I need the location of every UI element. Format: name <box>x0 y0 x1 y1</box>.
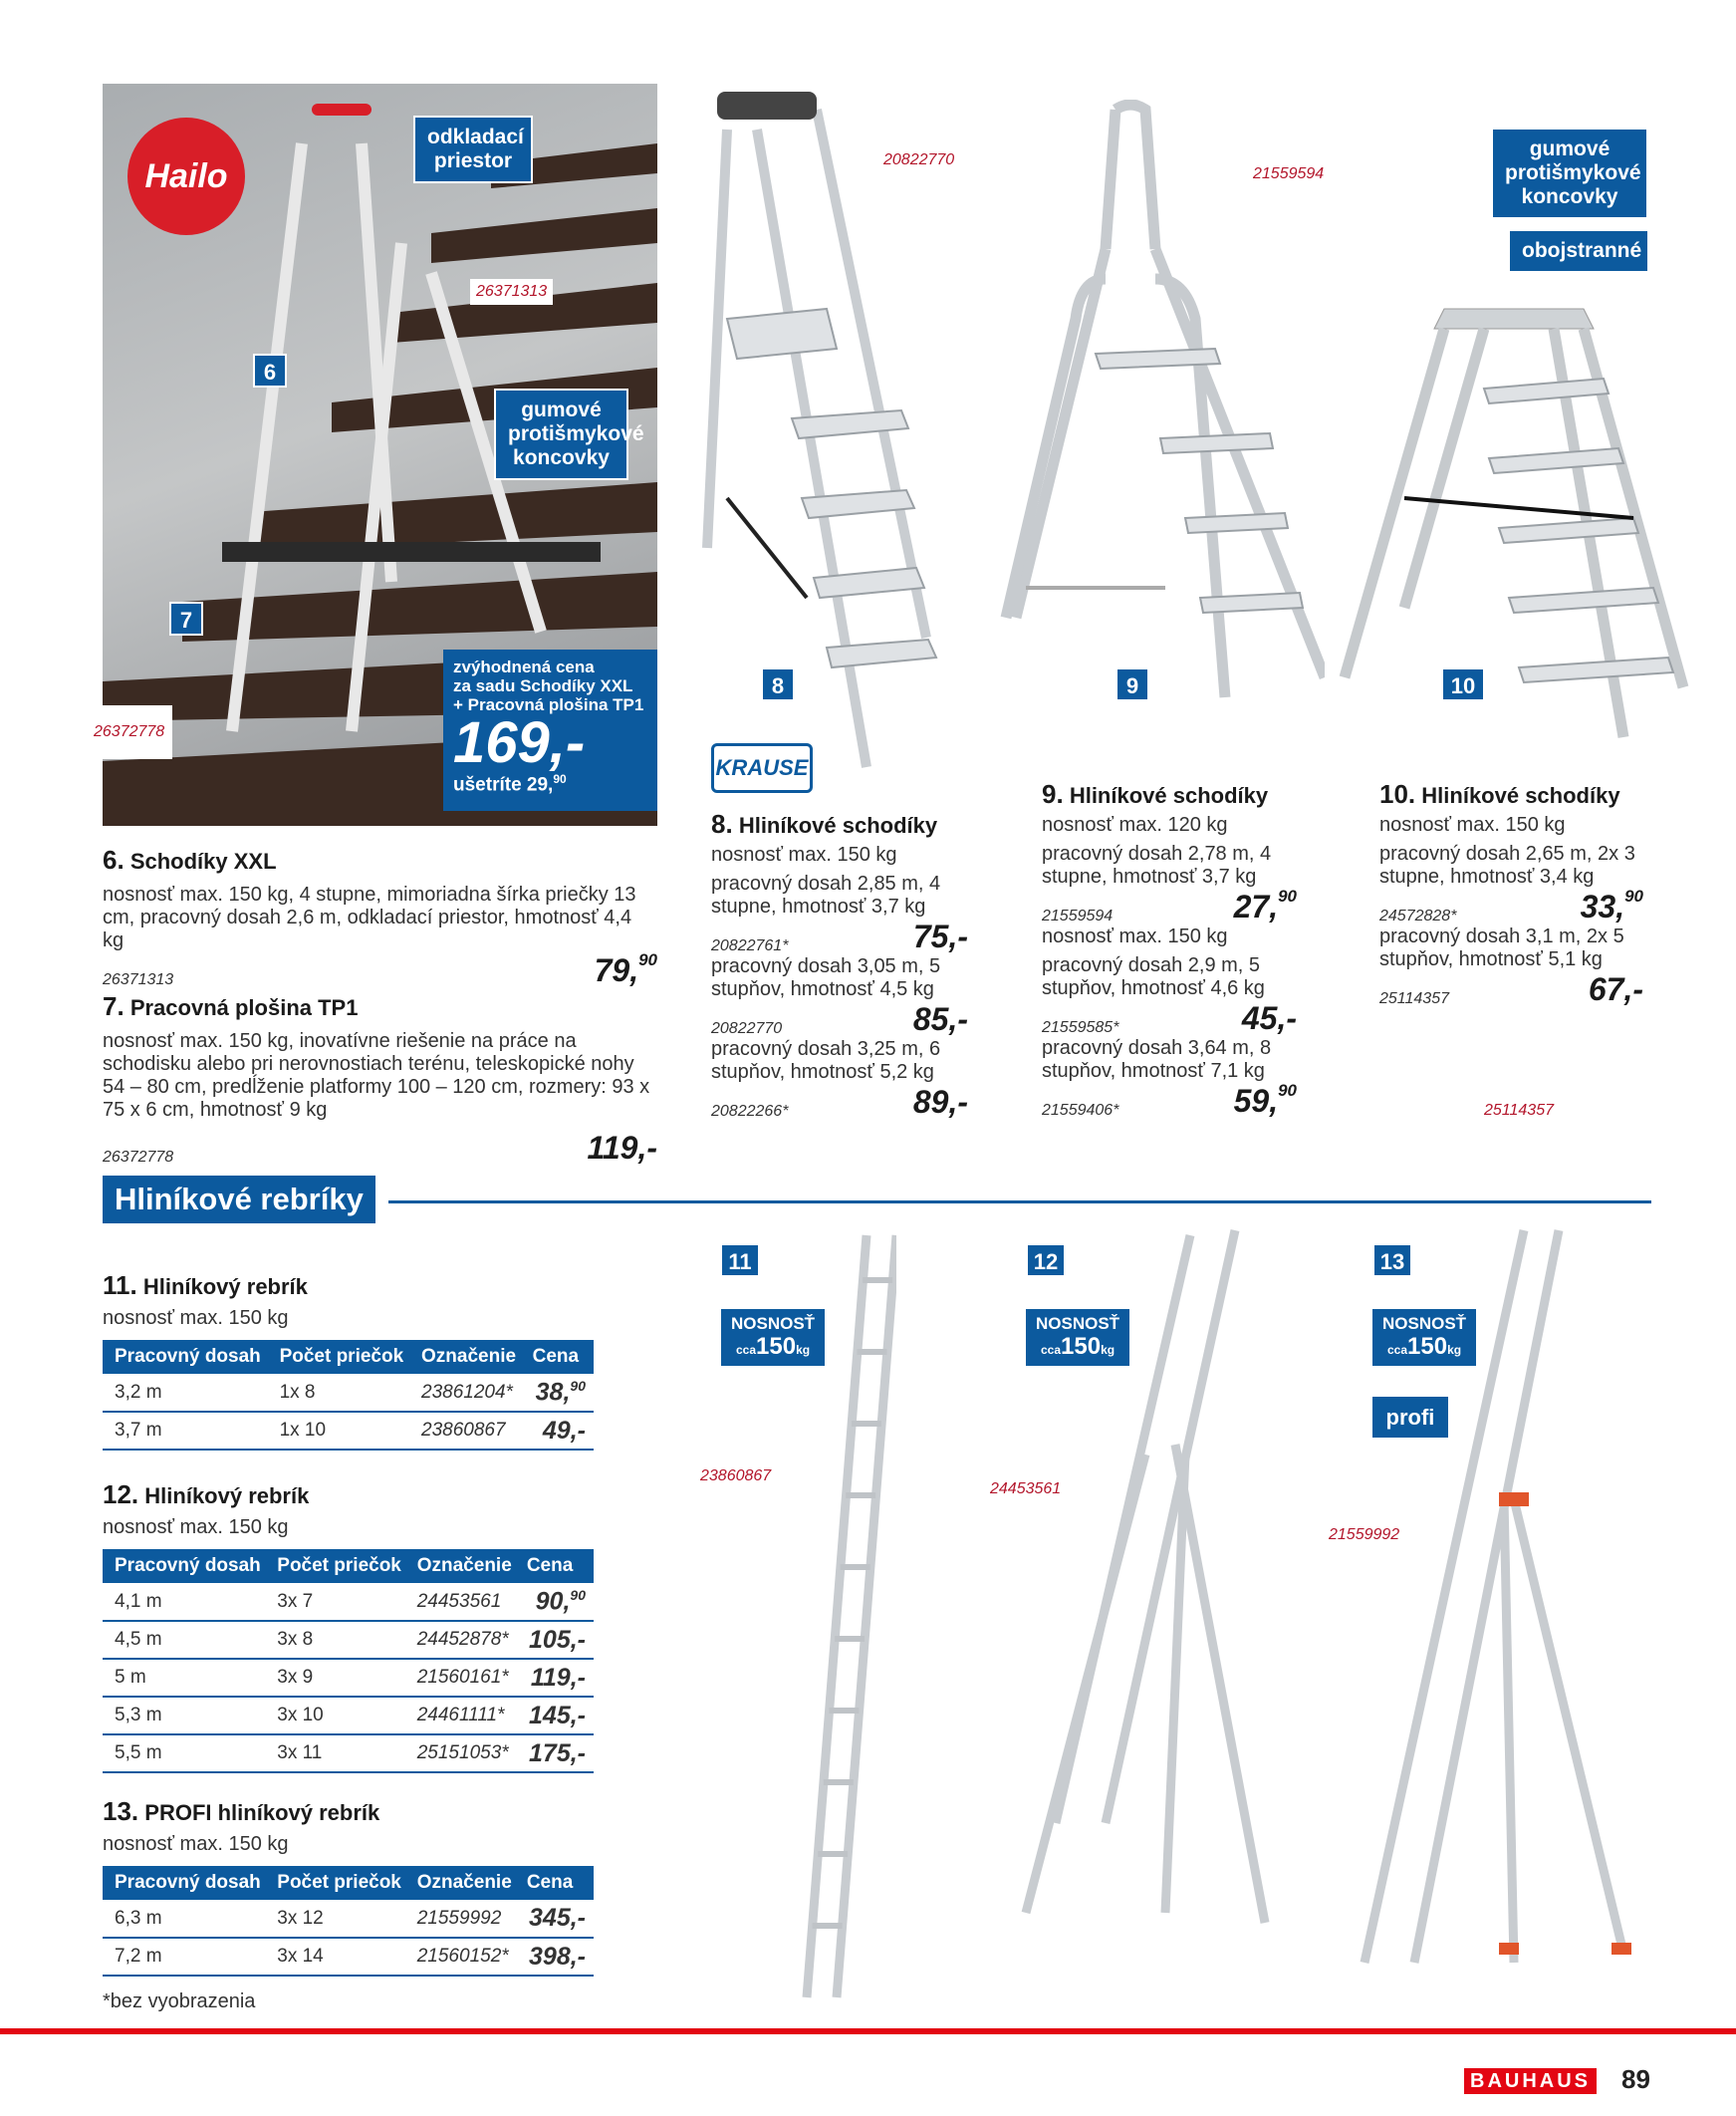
load-value: 150 <box>1061 1332 1102 1360</box>
cell: 25151053* <box>405 1734 515 1772</box>
cell: 3x 14 <box>265 1938 404 1976</box>
badge-12: 12 <box>1026 1243 1066 1277</box>
load-cca: cca <box>1040 1342 1062 1357</box>
img-code-26372778: 26372778 <box>86 705 172 759</box>
cell: 23860867 <box>409 1412 521 1450</box>
img-code-26371313: 26371313 <box>470 279 553 305</box>
table-row <box>103 1659 594 1697</box>
cell-price <box>515 1938 594 1976</box>
t11-num: 11. <box>103 1270 137 1300</box>
combo-price-box <box>443 650 657 811</box>
krause-logo: KRAUSE <box>711 743 813 793</box>
price: 175,- <box>529 1738 586 1767</box>
product-10-ladder-image <box>1335 299 1693 757</box>
table-row <box>103 1900 594 1938</box>
p8-load: nosnosť max. 150 kg <box>711 844 897 866</box>
tag-profi: profi <box>1370 1395 1450 1440</box>
combo-line1: zvýhodnená cena <box>453 658 595 676</box>
product-8-info <box>711 809 968 1121</box>
p9-variant-2: pracovný dosah 2,9 m, 5 stupňov, hmotnosť 4,6 kg <box>1042 954 1265 999</box>
p10-variant-1: pracovný dosah 2,65 m, 2x 3 stupne, hmotnosť 3,4 kg <box>1379 843 1635 888</box>
p9-price-3: 59, <box>1233 1083 1279 1119</box>
cell-price <box>515 1734 594 1772</box>
load-label: NOSNOSŤ <box>1036 1314 1120 1333</box>
price: 145,- <box>529 1701 586 1729</box>
load-cca: cca <box>1386 1342 1408 1357</box>
load-label: NOSNOSŤ <box>1382 1314 1467 1333</box>
badge-7: 7 <box>169 602 203 636</box>
page-number: 89 <box>1621 2064 1650 2094</box>
p9-price-1: 27, <box>1233 889 1279 925</box>
table-row <box>103 1583 594 1621</box>
th-rungs: Počet priečok <box>265 1866 404 1900</box>
p8-num: 8. <box>711 809 733 839</box>
cell: 3x 12 <box>265 1900 404 1938</box>
img-code-25114357: 25114357 <box>1484 1102 1554 1119</box>
table-13 <box>103 1866 594 1977</box>
t13-load: nosnosť max. 150 kg <box>103 1833 289 1855</box>
th-code: Označenie <box>409 1340 521 1374</box>
cell: 24452878* <box>405 1621 515 1659</box>
table-row <box>103 1938 594 1976</box>
cell-price <box>515 1697 594 1734</box>
th-reach: Pracovný dosah <box>103 1866 265 1900</box>
cell: 21560161* <box>405 1659 515 1697</box>
load-value: 150 <box>756 1332 797 1360</box>
p8-variant-1: pracovný dosah 2,85 m, 4 stupne, hmotnosť 3,7 kg <box>711 873 941 918</box>
load-value: 150 <box>1407 1332 1448 1360</box>
cell: 21560152* <box>405 1938 515 1976</box>
p9-code-1: 21559594 <box>1042 908 1114 925</box>
cell: 24453561 <box>405 1583 515 1621</box>
table-12 <box>103 1549 594 1773</box>
p7-title: Pracovná plošina TP1 <box>129 995 359 1020</box>
p7-code: 26372778 <box>103 1149 174 1166</box>
table-row <box>103 1734 594 1772</box>
combo-price: 169,- <box>453 710 586 775</box>
t12-load: nosnosť max. 150 kg <box>103 1516 289 1538</box>
p9-load-1: nosnosť max. 120 kg <box>1042 814 1228 836</box>
price: 345,- <box>529 1904 586 1932</box>
p10-variant-2: pracovný dosah 3,1 m, 2x 5 stupňov, hmotnosť 5,1 kg <box>1379 926 1624 970</box>
product-8-ladder-image <box>687 80 966 797</box>
cell-price <box>515 1659 594 1697</box>
cell: 3x 8 <box>265 1621 404 1659</box>
cell-price <box>521 1374 594 1412</box>
table-row <box>103 1412 594 1450</box>
cell: 23861204* <box>409 1374 521 1412</box>
p9-cents-1: 90 <box>1278 887 1297 906</box>
cell: 5 m <box>103 1659 265 1697</box>
p10-title: Hliníkové schodíky <box>1421 783 1620 808</box>
p9-variant-1: pracovný dosah 2,78 m, 4 stupne, hmotnosť 3,7 kg <box>1042 843 1272 888</box>
hailo-logo: Hailo <box>127 118 245 235</box>
cell: 5,5 m <box>103 1734 265 1772</box>
badge-13: 13 <box>1372 1243 1412 1277</box>
th-rungs: Počet priečok <box>265 1549 404 1583</box>
p6-price: 79, <box>594 952 639 988</box>
cell-price <box>521 1412 594 1450</box>
product-10-info <box>1379 779 1643 1008</box>
th-price: Cena <box>515 1866 594 1900</box>
img-code-24453561: 24453561 <box>990 1480 1062 1497</box>
combo-save: ušetríte 29, <box>453 774 554 796</box>
p8-code-1: 20822761* <box>711 937 789 954</box>
th-reach: Pracovný dosah <box>103 1340 268 1374</box>
load-label: NOSNOSŤ <box>731 1314 816 1333</box>
th-code: Označenie <box>405 1866 515 1900</box>
table-row <box>103 1697 594 1734</box>
table-11-block <box>103 1270 594 1451</box>
p6-num: 6. <box>103 845 124 875</box>
t13-num: 13. <box>103 1796 139 1826</box>
price: 38, <box>535 1378 571 1407</box>
th-reach: Pracovný dosah <box>103 1549 265 1583</box>
p10-num: 10. <box>1379 779 1416 809</box>
load-badge-11 <box>719 1307 827 1368</box>
p8-code-3: 20822266* <box>711 1103 789 1120</box>
price: 49,- <box>542 1416 586 1445</box>
p6-cents: 90 <box>638 950 657 969</box>
p8-price-3: 89,- <box>912 1084 968 1120</box>
cell: 6,3 m <box>103 1900 265 1938</box>
section-title: Hliníkové rebríky <box>103 1176 375 1223</box>
p9-load-2: nosnosť max. 150 kg <box>1042 926 1228 947</box>
cell: 4,1 m <box>103 1583 265 1621</box>
combo-save-cents: 90 <box>553 772 567 786</box>
tag-rubber-ends: gumové protišmykové koncovky <box>494 389 628 480</box>
p6-title: Schodíky XXL <box>129 849 277 874</box>
table-row <box>103 1621 594 1659</box>
combo-line3: + Pracovná plošina TP1 <box>453 695 644 714</box>
img-code-20822770: 20822770 <box>883 151 955 168</box>
table-13-block <box>103 1796 594 2013</box>
p8-price-1: 75,- <box>912 919 968 954</box>
table-row <box>103 1374 594 1412</box>
p10-price-1: 33, <box>1580 889 1625 925</box>
cell-price <box>515 1583 594 1621</box>
price: 90, <box>535 1587 571 1616</box>
p10-price-2: 67,- <box>1588 971 1643 1007</box>
img-code-21559992: 21559992 <box>1329 1526 1400 1543</box>
th-rungs: Počet priečok <box>268 1340 409 1374</box>
p10-load: nosnosť max. 150 kg <box>1379 814 1566 836</box>
load-badge-13 <box>1370 1307 1478 1368</box>
t11-title: Hliníkový rebrík <box>142 1274 308 1299</box>
footnote: *bez vyobrazenia <box>103 1990 256 2012</box>
load-unit: kg <box>796 1342 811 1357</box>
p8-variant-2: pracovný dosah 3,05 m, 5 stupňov, hmotnosť 4,5 kg <box>711 955 941 1000</box>
product-6-info <box>103 845 657 1167</box>
load-unit: kg <box>1101 1342 1116 1357</box>
p9-code-3: 21559406* <box>1042 1102 1119 1119</box>
badge-9: 9 <box>1116 667 1149 701</box>
tag-storage: odkladací priestor <box>413 116 533 183</box>
badge-8: 8 <box>761 667 795 701</box>
p9-code-2: 21559585* <box>1042 1019 1119 1036</box>
product-9-info <box>1042 779 1297 1120</box>
cell: 1x 10 <box>268 1412 409 1450</box>
cell: 7,2 m <box>103 1938 265 1976</box>
p6-code: 26371313 <box>103 971 174 988</box>
t12-num: 12. <box>103 1479 139 1509</box>
p7-num: 7. <box>103 991 124 1021</box>
price: 119,- <box>530 1663 586 1692</box>
tag-double-sided: obojstranné <box>1508 229 1649 273</box>
p10-code-1: 24572828* <box>1379 908 1457 925</box>
p9-variant-3: pracovný dosah 3,64 m, 8 stupňov, hmotnosť 7,1 kg <box>1042 1037 1272 1082</box>
table-12-block <box>103 1479 594 1773</box>
p8-variant-3: pracovný dosah 3,25 m, 6 stupňov, hmotnosť 5,2 kg <box>711 1038 941 1083</box>
footer-rule <box>0 2028 1736 2034</box>
t12-title: Hliníkový rebrík <box>144 1483 310 1508</box>
section-rule <box>388 1200 1651 1203</box>
img-code-21559594: 21559594 <box>1253 165 1325 182</box>
p9-num: 9. <box>1042 779 1064 809</box>
price: 398,- <box>529 1942 586 1971</box>
cents: 90 <box>570 1586 586 1603</box>
cell: 3,2 m <box>103 1374 268 1412</box>
t13-title: PROFI hliníkový rebrík <box>144 1800 380 1825</box>
cell: 3x 7 <box>265 1583 404 1621</box>
p10-code-2: 25114357 <box>1379 990 1449 1007</box>
bauhaus-logo: BAUHAUS <box>1464 2068 1597 2094</box>
cell: 4,5 m <box>103 1621 265 1659</box>
p8-code-2: 20822770 <box>711 1020 783 1037</box>
cell-price <box>515 1900 594 1938</box>
p9-title: Hliníkové schodíky <box>1069 783 1269 808</box>
table-11 <box>103 1340 594 1451</box>
cell: 21559992 <box>405 1900 515 1938</box>
cell: 3,7 m <box>103 1412 268 1450</box>
badge-6: 6 <box>253 354 287 388</box>
th-code: Označenie <box>405 1549 515 1583</box>
img-code-23860867: 23860867 <box>700 1467 772 1484</box>
cell: 3x 11 <box>265 1734 404 1772</box>
price: 105,- <box>529 1625 586 1654</box>
load-badge-12 <box>1024 1307 1131 1368</box>
p7-desc: nosnosť max. 150 kg, inovatívne riešenie na práce na schodisku alebo pri nerovnostiach terénu, teleskopické nohy 54 – 80 cm, predĺženie platformy 100 – 120 cm, rozmery: 93 x 75 x 6 cm, hmotnosť 9 kg <box>103 1030 650 1121</box>
cell-price <box>515 1621 594 1659</box>
load-cca: cca <box>735 1342 757 1357</box>
cell: 3x 10 <box>265 1697 404 1734</box>
cell: 3x 9 <box>265 1659 404 1697</box>
th-price: Cena <box>515 1549 594 1583</box>
product-9-ladder-image <box>996 100 1325 737</box>
p7-price: 119,- <box>587 1130 657 1166</box>
cell: 24461111* <box>405 1697 515 1734</box>
th-price: Cena <box>521 1340 594 1374</box>
badge-11: 11 <box>720 1243 760 1277</box>
p8-price-2: 85,- <box>912 1001 968 1037</box>
badge-10: 10 <box>1441 667 1485 701</box>
p6-desc: nosnosť max. 150 kg, 4 stupne, mimoriadna šírka priečky 13 cm, pracovný dosah 2,6 m, odkladací priestor, hmotnosť 4,4 kg <box>103 884 636 951</box>
p9-cents-3: 90 <box>1278 1081 1297 1100</box>
load-unit: kg <box>1447 1342 1462 1357</box>
cell: 1x 8 <box>268 1374 409 1412</box>
p8-title: Hliníkové schodíky <box>738 813 938 838</box>
cents: 90 <box>570 1377 586 1394</box>
tag-rubber-ends-10: gumové protišmykové koncovky <box>1491 128 1648 219</box>
p10-cents-1: 90 <box>1624 887 1643 906</box>
t11-load: nosnosť max. 150 kg <box>103 1307 289 1329</box>
combo-line2: za sadu Schodíky XXL <box>453 676 633 695</box>
p9-price-2: 45,- <box>1241 1000 1297 1036</box>
cell: 5,3 m <box>103 1697 265 1734</box>
